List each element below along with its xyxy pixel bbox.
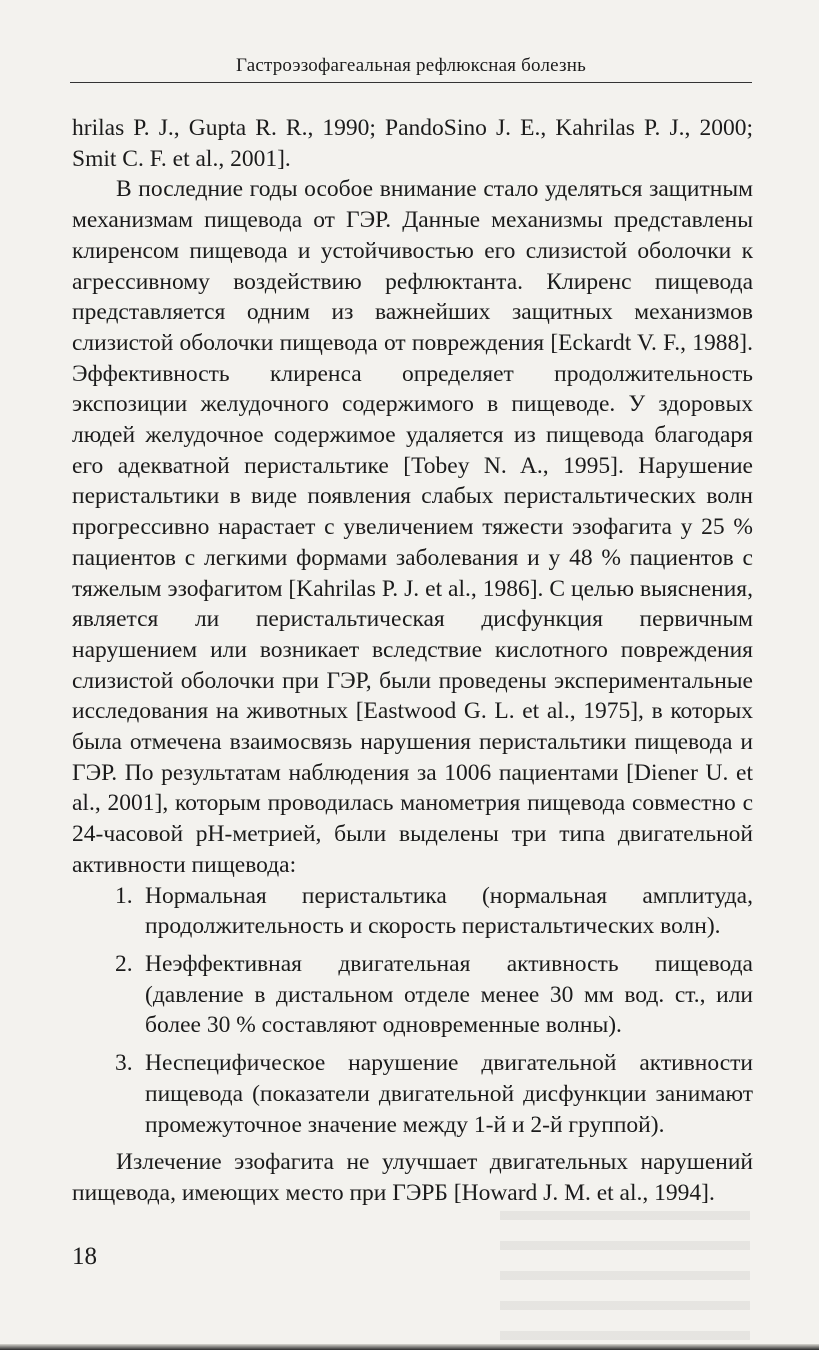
list-item-number: 3.	[115, 1050, 133, 1077]
body-text	[72, 113, 753, 1209]
running-head: Гастроэзофагеальная рефлюксная болезнь	[236, 55, 586, 76]
list-item-number: 1.	[115, 882, 133, 909]
paragraph-main: В последние годы особое внимание стало уделяться защитным механизмам пищевода от ГЭР. Данные механизмы представлены клиренсом пищевода и устойчивостью его слизистой оболочки к агрессивному воздействию рефлюктанта. Клиренс пищевода представляется одним из важнейших защитных механизмов слизистой оболочки пищевода от повреждения [Eckardt V. F., 1988]. Эффективность клиренса определяет продолжительность экспозиции желудочного содержимого в пищеводе. У здоровых людей желудочное содержимое удаляется из пищевода благодаря его адекватной перистальтике [Tobey N. A., 1995]. Нарушение перистальтики в виде появления слабых перистальтических волн прогрессивно нарастает с увеличением тяжести эзофагита у 25 % пациентов с легкими формами заболевания и у 48 % пациентов с тяжелым эзофагитом [Kahrilas P. J. et al., 1986]. С целью выяснения, является ли перистальтическая дисфункция первичным нарушением или возникает вследствие кислотного повреждения слизистой оболочки при ГЭР, были проведены экспериментальные исследования на животных [Eastwood G. L. et al., 1975], в которых была отмечена взаимосвязь нарушения перистальтики пищевода и ГЭР. По результатам наблюдения за 1006 пациентами [Diener U. et al., 2001], которым проводилась манометрия пищевода совместно с 24-часовой pH-метрией, были выделены три типа двигательной активности пищевода:	[72, 176, 753, 878]
header-rule	[70, 82, 752, 83]
numbered-list	[72, 881, 753, 1141]
list-item-text: Неспецифическое нарушение двигательной активности пищевода (показатели двигательной дисфункции занимают промежуточное значение между 1-й и 2-й группой).	[145, 1050, 753, 1138]
paragraph-continued: hrilas P. J., Gupta R. R., 1990; PandoSino J. E., Kahrilas P. J., 2000; Smit C. F. et al., 2001].	[72, 115, 753, 172]
list-item	[72, 1048, 753, 1140]
page-bottom-edge	[0, 1344, 819, 1350]
paragraph-closing: Излечение эзофагита не улучшает двигательных нарушений пищевода, имеющих место при ГЭРБ [Howard J. M. et al., 1994].	[72, 1149, 753, 1206]
list-item-text: Нормальная перистальтика (нормальная амплитуда, продолжительность и скорость перистальтических волн).	[145, 882, 753, 940]
list-item-text: Неэффективная двигательная активность пищевода (давление в дистальном отделе менее 30 мм вод. ст., или более 30 % составляют одновременные волны).	[145, 950, 753, 1039]
list-item-number: 2.	[115, 950, 133, 977]
page-number: 18	[72, 1243, 97, 1270]
list-item	[72, 949, 753, 1041]
show-through-text	[500, 1210, 750, 1340]
list-item	[72, 881, 753, 942]
